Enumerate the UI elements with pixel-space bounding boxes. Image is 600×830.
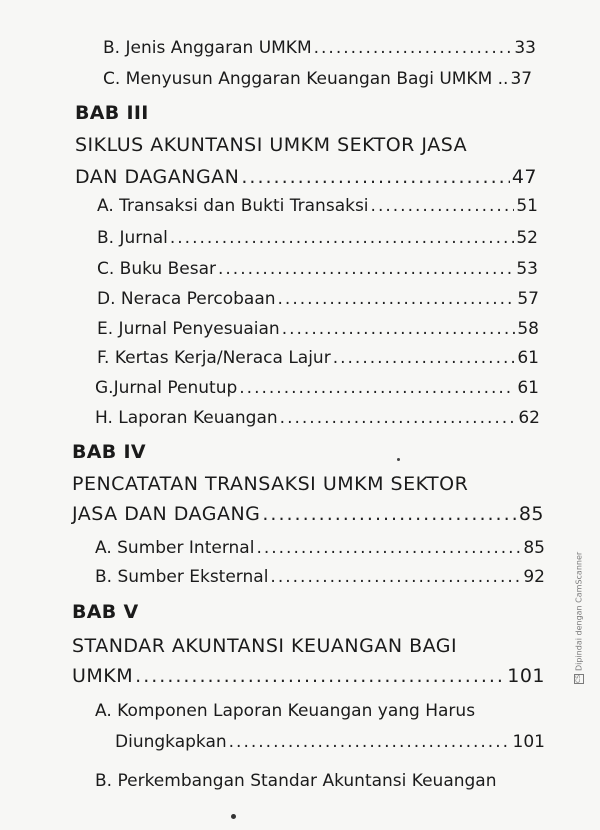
leader-dots: [262, 503, 516, 525]
ink-speck: [231, 814, 236, 819]
chapter-title-line: DAN DAGANGAN: [75, 166, 240, 188]
toc-entry[interactable]: [95, 408, 540, 428]
leader-dots: [170, 228, 514, 248]
chapter-entry[interactable]: [72, 503, 544, 525]
ink-speck: [397, 458, 400, 461]
entry-label: A. Sumber Internal: [95, 538, 255, 558]
toc-entry[interactable]: [115, 732, 545, 752]
entry-page: 101: [512, 732, 545, 752]
entry-label: A. Transaksi dan Bukti Transaksi: [97, 196, 369, 216]
leader-dots: [239, 378, 515, 398]
leader-dots: [256, 538, 521, 558]
entry-page: 85: [523, 538, 545, 558]
leader-dots: [229, 732, 511, 752]
leader-dots: [270, 567, 521, 587]
toc-entry[interactable]: [97, 259, 538, 279]
chapter-page: 47: [511, 166, 537, 188]
toc-entry[interactable]: [97, 319, 539, 339]
chapter-entry[interactable]: [72, 665, 545, 687]
entry-page: 51: [516, 196, 538, 216]
entry-label: G.Jurnal Penutup: [95, 378, 238, 398]
entry-page: 57: [517, 289, 539, 309]
entry-label: H. Laporan Keuangan: [95, 408, 278, 428]
toc-entry[interactable]: [95, 567, 545, 587]
entry-label: B. Jurnal: [97, 228, 168, 248]
entry-page: 37: [510, 69, 533, 89]
entry-page: 62: [518, 408, 540, 428]
chapter-page: 85: [518, 503, 544, 525]
chapter-title-line: UMKM: [72, 665, 134, 687]
entry-page: 61: [517, 348, 539, 368]
entry-page: 58: [517, 319, 539, 339]
chapter-page: 101: [507, 665, 545, 687]
toc-entry[interactable]: [103, 38, 536, 58]
entry-page: 92: [523, 567, 545, 587]
entry-label: Diungkapkan: [115, 732, 227, 752]
leader-dots: [282, 319, 516, 339]
toc-entry[interactable]: [95, 538, 545, 558]
leader-dots: [218, 259, 514, 279]
entry-label: C. Buku Besar: [97, 259, 216, 279]
chapter-title-line: JASA DAN DAGANG: [72, 503, 261, 525]
entry-page: 61: [517, 378, 539, 398]
toc-entry[interactable]: [95, 378, 539, 398]
chapter-heading: BAB III: [75, 102, 149, 124]
chapter-heading: BAB IV: [72, 441, 146, 463]
entry-label: E. Jurnal Penyesuaian: [97, 319, 280, 339]
chapter-title-line: SIKLUS AKUNTANSI UMKM SEKTOR JASA: [75, 134, 468, 156]
leader-dots: [314, 38, 513, 58]
entry-label[interactable]: A. Komponen Laporan Keuangan yang Harus: [95, 701, 476, 721]
chapter-entry[interactable]: [75, 166, 537, 188]
leader-dots: [371, 196, 515, 216]
leader-dots: [278, 289, 516, 309]
toc-entry[interactable]: [103, 69, 536, 89]
toc-entry[interactable]: [97, 289, 539, 309]
entry-label: F. Kertas Kerja/Neraca Lajur: [97, 348, 331, 368]
chapter-title-line: PENCATATAN TRANSAKSI UMKM SEKTOR: [72, 473, 469, 495]
watermark-text: Dipindai dengan CamScanner: [574, 551, 584, 671]
toc-entry[interactable]: [97, 348, 539, 368]
scanner-watermark: [574, 552, 584, 684]
leader-dots: [135, 665, 505, 687]
leader-dots: [241, 166, 509, 188]
toc-entry[interactable]: [97, 228, 538, 248]
entry-label: D. Neraca Percobaan: [97, 289, 276, 309]
entry-label: B. Sumber Eksternal: [95, 567, 269, 587]
chapter-heading: BAB V: [72, 601, 139, 623]
entry-label: C. Menyusun Anggaran Keuangan Bagi UMKM ..: [103, 69, 509, 89]
leader-dots: [333, 348, 516, 368]
entry-label[interactable]: B. Perkembangan Standar Akuntansi Keuangan: [95, 771, 497, 791]
entry-page: 52: [516, 228, 538, 248]
camscanner-icon: CS: [575, 675, 582, 683]
leader-dots: [280, 408, 517, 428]
entry-label: B. Jenis Anggaran UMKM: [103, 38, 312, 58]
entry-page: 53: [516, 259, 538, 279]
entry-page: 33: [514, 38, 536, 58]
toc-entry[interactable]: [97, 196, 538, 216]
chapter-title-line: STANDAR AKUNTANSI KEUANGAN BAGI: [72, 635, 458, 657]
